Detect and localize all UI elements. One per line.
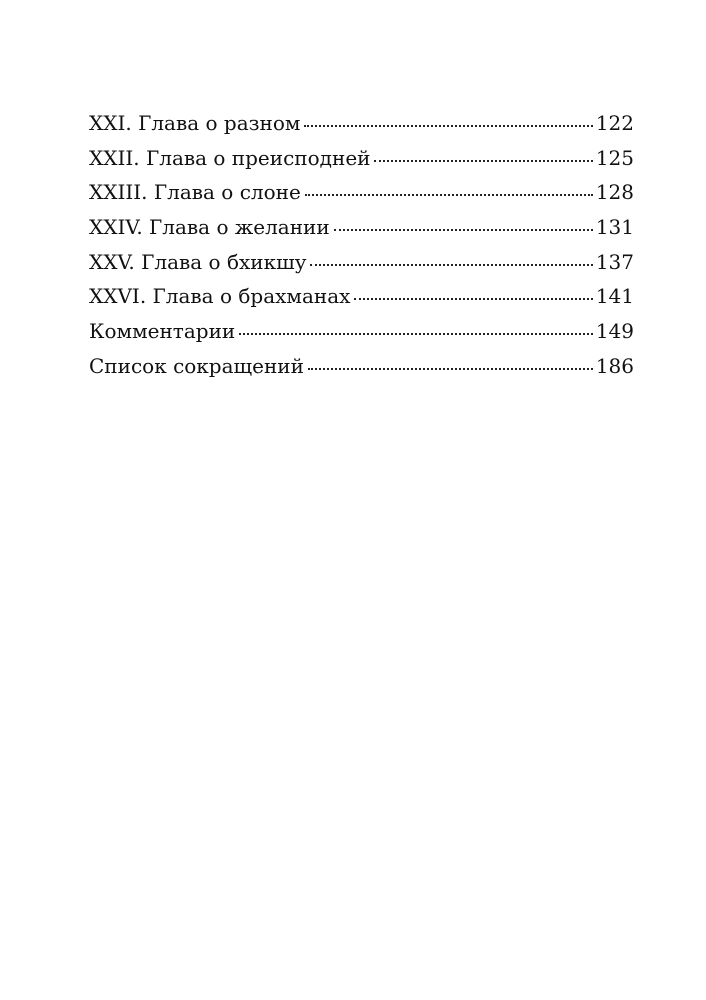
toc-entry: [89, 141, 634, 176]
dot-leader: [310, 264, 592, 266]
toc-entry: [89, 106, 634, 141]
toc-entry-page-number: 131: [595, 215, 634, 240]
toc-entry-title: Комментарии: [89, 319, 236, 344]
table-of-contents: [89, 106, 634, 384]
toc-entry-page-number: 128: [595, 180, 634, 205]
toc-entry: [89, 349, 634, 384]
toc-entry: [89, 314, 634, 349]
toc-entry-title: XXIII. Глава о слоне: [89, 180, 301, 205]
toc-entry-title: XXVI. Глава о брахманах: [89, 284, 351, 309]
toc-entry-page-number: 141: [595, 284, 634, 309]
toc-entry: [89, 245, 634, 280]
toc-entry-page-number: 149: [595, 319, 634, 344]
dot-leader: [354, 298, 592, 300]
toc-entry-page-number: 186: [595, 353, 634, 378]
dot-leader: [308, 368, 593, 370]
toc-entry: [89, 175, 634, 210]
toc-entry: [89, 279, 634, 314]
dot-leader: [334, 229, 593, 231]
dot-leader: [304, 125, 592, 127]
dot-leader: [239, 333, 593, 335]
toc-entry-page-number: 122: [595, 111, 634, 135]
toc-entry-page-number: 125: [595, 145, 634, 170]
toc-entry-title: XXII. Глава о преисподней: [89, 145, 371, 170]
toc-entry: [89, 210, 634, 245]
dot-leader: [374, 160, 592, 162]
toc-entry-title: XXIV. Глава о желании: [89, 215, 330, 240]
toc-entry-title: XXV. Глава о бхикшу: [89, 249, 307, 274]
toc-entry-title: Список сокращений: [89, 353, 304, 378]
toc-entry-title: XXI. Глава о разном: [89, 111, 301, 135]
toc-entry-page-number: 137: [595, 249, 634, 274]
dot-leader: [305, 194, 593, 196]
